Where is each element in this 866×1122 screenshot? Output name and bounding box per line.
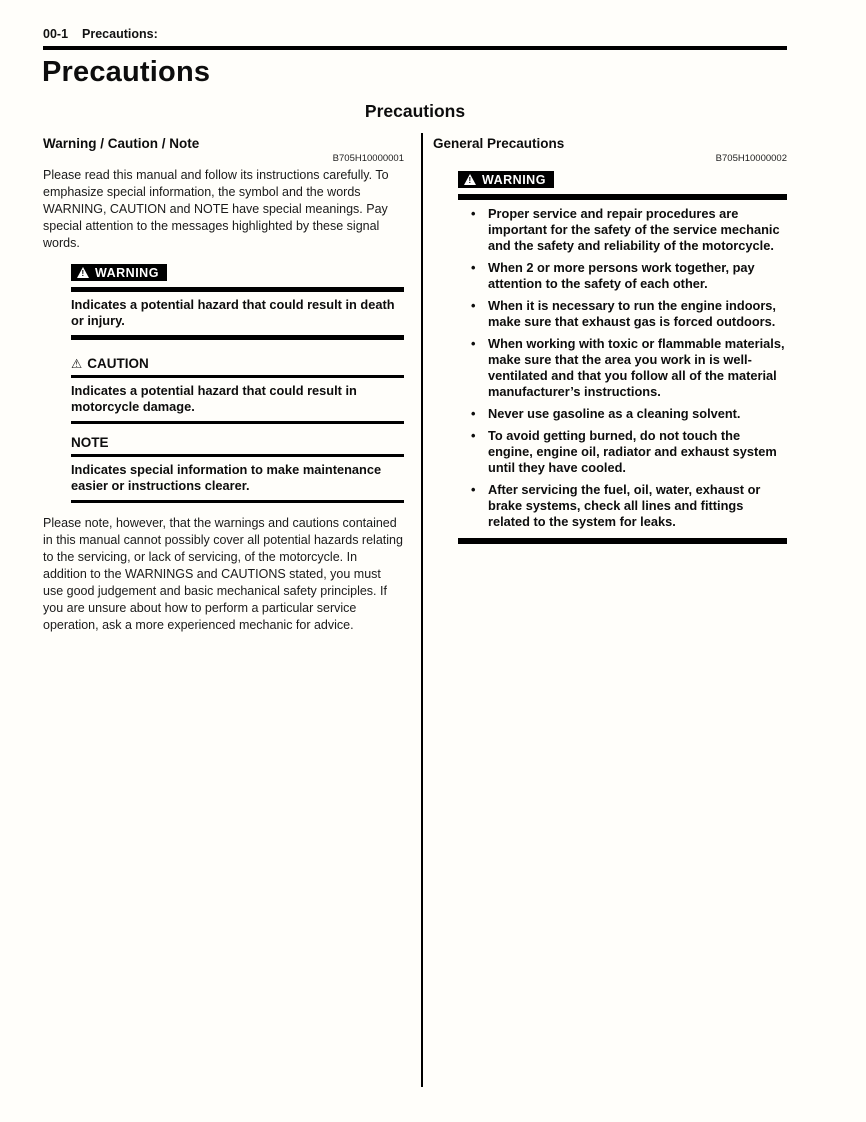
column-divider — [421, 133, 423, 1087]
caution-top-rule — [71, 375, 404, 378]
caution-text: Indicates a potential hazard that could result in motorcycle damage. — [71, 383, 357, 414]
warning-text: Indicates a potential hazard that could result in death or injury. — [71, 297, 395, 328]
caution-box — [71, 356, 404, 424]
list-item: • Never use gasoline as a cleaning solvent. — [458, 406, 787, 422]
caution-triangle-icon: ⚠ — [71, 356, 83, 371]
chapter-title: Precautions — [42, 56, 211, 88]
outro-paragraph: Please note, however, that the warnings and cautions contained in this manual cannot possibly cover all potential hazards relating to the servicing, or lack of servicing, of the motorcycle. In addition to the WARNINGS and CAUTIONS stated, you must use good judgement and basic mechanical safety principles. If you are unsure about how to perform a particular service operation, ask a more experienced mechanic for advice. — [43, 516, 403, 632]
page-number: 00-1 — [43, 27, 69, 41]
list-item: • When it is necessary to run the engine indoors, make sure that exhaust gas is forced outdoors. — [458, 298, 787, 330]
general-warning-box — [458, 167, 787, 544]
warning-bottom-bar — [71, 335, 404, 340]
warning-label-text: WARNING — [95, 265, 159, 280]
warning-box — [71, 264, 404, 340]
warning-bottom-bar — [458, 538, 787, 544]
caution-heading — [71, 356, 404, 371]
note-heading: NOTE — [71, 435, 109, 450]
intro-paragraph: Please read this manual and follow its instructions carefully. To emphasize special information, the symbol and the words WARNING, CAUTION and NOTE have special meanings. Pay special attention to the messages highlighted by these signal words. — [43, 168, 389, 250]
list-item: • When 2 or more persons work together, pay attention to the safety of each other. — [458, 260, 787, 292]
list-item: • To avoid getting burned, do not touch the engine, engine oil, radiator and exhaust system until they have cooled. — [458, 428, 787, 476]
warning-label-text: WARNING — [482, 172, 546, 187]
warning-top-bar — [71, 287, 404, 292]
note-box — [71, 435, 404, 503]
precaution-list — [458, 206, 787, 530]
warning-label — [71, 264, 167, 281]
list-item: • Proper service and repair procedures are important for the safety of the service mechanic and the safety and reliability of the motorcycle. — [458, 206, 787, 254]
warning-label — [458, 171, 554, 188]
right-column-heading: General Precautions — [433, 136, 565, 151]
reference-code: B705H10000001 — [332, 153, 404, 164]
left-column — [43, 136, 404, 634]
header-rule — [43, 46, 787, 50]
note-text: Indicates special information to make maintenance easier or instructions clearer. — [71, 462, 382, 493]
section-heading: Precautions — [364, 101, 466, 121]
running-header — [43, 27, 158, 41]
warning-top-bar — [458, 194, 787, 200]
note-bottom-rule — [71, 500, 404, 503]
right-column — [433, 136, 787, 544]
list-item: • After servicing the fuel, oil, water, exhaust or brake systems, check all lines and fittings related to the system for leaks. — [458, 482, 787, 530]
left-column-heading: Warning / Caution / Note — [43, 136, 200, 151]
warning-triangle-icon — [77, 267, 89, 278]
running-header-title: Precautions: — [82, 27, 158, 41]
warning-triangle-icon — [464, 174, 476, 185]
reference-code: B705H10000002 — [715, 153, 787, 164]
note-top-rule — [71, 454, 404, 457]
list-item: • When working with toxic or flammable materials, make sure that the area you work in is well-ventilated and that you follow all of the material manufacturer’s instructions. — [458, 336, 787, 400]
caution-heading-text: CAUTION — [87, 356, 149, 371]
caution-bottom-rule — [71, 421, 404, 424]
